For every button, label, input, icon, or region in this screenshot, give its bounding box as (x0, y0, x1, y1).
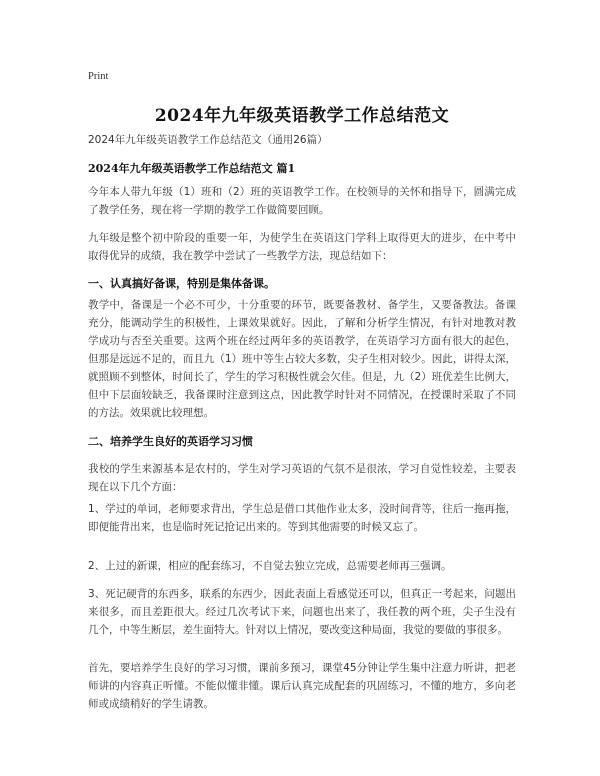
paragraph-first-measure: 首先，要培养学生良好的学习习惯，课前多预习，课堂45分钟让学生集中注意力听讲，把老师讲的内容真正听懂。不能似懂非懂。课后认真完成配套的巩固练习，不懂的地方，多向老师或成绩稍好的学生请教。 (88, 662, 516, 710)
section-heading-study-habits: 二、培养学生良好的英语学习习惯 (88, 435, 253, 448)
paragraph-lesson-prep: 教学中，备课是一个必不可少，十分重要的环节，既要备教材、备学生，又要备教法。备课充分，能调动学生的积极性，上课效果就好。因此，了解和分析学生情况，有针对地教对教学成功与否至关重要。这两个班在经过两年多的英语教学，在英语学习方面有很大的起色，但那是远远不足的，而且九（1）班中等生占较大多数，尖子生相对较少。因此，讲得太深，就照顾不到整体，时间长了，学生的学习积极性就会欠佳。但是，九（2）班优差生比例大，但中下层面较缺乏，我备课时注意到这点，因此教学时针对不同情况，在授课时采取了不同的方法。效果就比较理想。 (88, 299, 516, 419)
article-heading: 2024年九年级英语教学工作总结范文 篇1 (88, 162, 296, 175)
paragraph-point-3: 3、死记硬背的东西多，联系的东西少，因此表面上看感觉还可以，但真正一考起来，问题出来很多，而且差距很大。经过几次考试下来，问题也出来了，我任教的两个班，尖子生没有几个，中等生断层，差生面特大。针对以上情况，要改变这种局面，我觉的要做的事很多。 (88, 588, 516, 636)
paragraph-point-2: 2、上过的新课，相应的配套练习，不自觉去独立完成，总需要老师再三强调。 (88, 560, 452, 572)
document-title: 2024年九年级英语教学工作总结范文 (154, 106, 450, 126)
section-heading-lesson-prep: 一、认真搞好备课，特别是集体备课。 (88, 277, 275, 290)
paragraph-intro: 今年本人带九年级（1）班和（2）班的英语教学工作。在校领导的关怀和指导下，圆满完成了教学任务，现在将一学期的教学工作做简要回顾。 (88, 186, 516, 216)
paragraph-overview: 九年级是整个初中阶段的重要一年，为使学生在英语这门学科上取得更大的进步，在中考中取得优异的成绩，我在教学中尝试了一些教学方法，现总结如下： (88, 232, 516, 262)
paragraph-point-1: 1、学过的单词，老师要求背出，学生总是借口其他作业太多，没时间背等，往后一拖再拖，即便能背出来，也是临时死记抢记出来的。等到其他需要的时候又忘了。 (88, 503, 516, 533)
paragraph-students-background: 我校的学生来源基本是农村的，学生对学习英语的气氛不是很浓，学习自觉性较差，主要表现在以下几个方面： (88, 463, 516, 493)
document-subtitle: 2024年九年级英语教学工作总结范文（通用26篇） (88, 134, 328, 146)
print-label[interactable]: Print (88, 71, 109, 82)
